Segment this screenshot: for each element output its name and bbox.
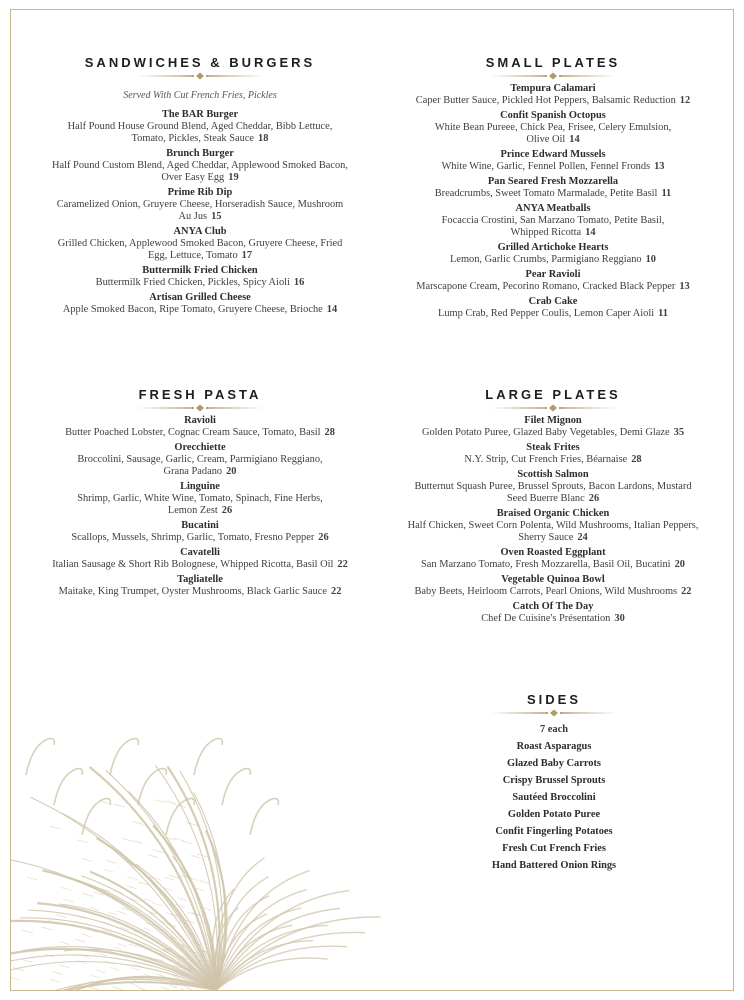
menu-item-price: 19	[228, 172, 239, 183]
menu-item-name: Grilled Artichoke Hearts	[497, 242, 609, 253]
menu-item	[20, 187, 380, 223]
item-list	[372, 415, 734, 625]
menu-item-name: ANYA Meatballs	[515, 203, 591, 214]
menu-item-description	[20, 466, 380, 478]
menu-item	[20, 265, 380, 289]
menu-item-price: 13	[654, 161, 665, 172]
description-text: San Marzano Tomato, Fresh Mozzarella, Basil Oil, Bucatini	[421, 559, 671, 570]
menu-item-price: 20	[226, 466, 237, 477]
menu-item	[372, 110, 734, 146]
menu-item-price: 17	[241, 250, 253, 261]
menu-item-description	[372, 613, 734, 625]
menu-item-description	[20, 505, 380, 517]
menu-item-description	[20, 532, 380, 544]
menu-item	[20, 481, 380, 517]
description-text: White Bean Pureee, Chick Pea, Frisee, Celery Emulsion,	[434, 122, 672, 133]
menu-item-description	[372, 493, 734, 505]
menu-item-name: Orecchiette	[174, 442, 226, 453]
menu-item-name: Linguine	[180, 481, 220, 492]
menu-item-description	[372, 254, 734, 266]
menu-item-name: Confit Spanish Octopus	[500, 110, 606, 121]
menu-item-description	[372, 281, 734, 293]
side-item: Roast Asparagus	[516, 741, 592, 752]
menu-item-name: Prince Edward Mussels	[500, 149, 606, 160]
description-text: Breadcrumbs, Sweet Tomato Marmalade, Petite Basil	[434, 188, 658, 199]
menu-item-price: 13	[679, 281, 690, 292]
menu-item-price: 16	[293, 277, 305, 288]
menu-item-name: Ravioli	[184, 415, 216, 426]
menu-item-description	[20, 493, 380, 505]
menu-item	[372, 601, 734, 625]
menu-item-price: 30	[614, 613, 625, 624]
menu-item-name: Pear Ravioli	[525, 269, 581, 280]
item-list	[372, 83, 734, 320]
description-text: Seed Buerre Blanc	[506, 493, 585, 504]
description-text: Over Easy Egg	[161, 172, 225, 183]
description-text: Caper Butter Sauce, Pickled Hot Peppers, Balsamic Reduction	[415, 95, 676, 106]
side-item: Confit Fingerling Potatoes	[495, 826, 613, 837]
menu-item-price: 14	[585, 227, 596, 238]
menu-item-description	[372, 481, 734, 493]
menu-item-name: Catch Of The Day	[512, 601, 594, 612]
menu-item-price: 24	[577, 532, 588, 543]
menu-item-name: Pan Seared Fresh Mozzarella	[487, 176, 619, 187]
description-text: Half Chicken, Sweet Corn Polenta, Wild Mushrooms, Italian Peppers,	[407, 520, 699, 531]
description-text: Butternut Squash Puree, Brussel Sprouts, Bacon Lardons, Mustard	[414, 481, 692, 492]
side-item: Hand Battered Onion Rings	[491, 860, 617, 871]
menu-item-price: 22	[331, 586, 342, 597]
description-text: Baby Beets, Heirloom Carrots, Pearl Onions, Wild Mushrooms	[414, 586, 678, 597]
menu-item-description	[20, 172, 380, 184]
side-item: Crispy Brussel Sprouts	[502, 775, 606, 786]
menu-item-name: Prime Rib Dip	[167, 187, 233, 198]
menu-item-description	[372, 188, 734, 200]
description-text: Buttermilk Fried Chicken, Pickles, Spicy Aioli	[95, 277, 290, 288]
gold-ornament-divider-icon	[135, 72, 265, 80]
menu-item-name: Tempura Calamari	[510, 83, 596, 94]
menu-item-name: Artisan Grilled Cheese	[149, 292, 251, 303]
menu-item-price: 10	[645, 254, 656, 265]
description-text: White Wine, Garlic, Fennel Pollen, Fennel Fronds	[441, 161, 651, 172]
description-text: Scallops, Mussels, Shrimp, Garlic, Tomato, Fresno Pepper	[71, 532, 315, 543]
menu-item-description	[372, 134, 734, 146]
menu-item-description	[20, 454, 380, 466]
menu-item-name: Oven Roasted Eggplant	[500, 547, 606, 558]
menu-item-name: The BAR Burger	[161, 109, 239, 120]
menu-item-price: 26	[318, 532, 329, 543]
menu-item	[372, 415, 734, 439]
menu-item-name: Brunch Burger	[166, 148, 234, 159]
description-text: Lump Crab, Red Pepper Coulis, Lemon Caper Aioli	[438, 308, 655, 319]
menu-item-description	[372, 520, 734, 532]
menu-item-price: 26	[588, 493, 600, 504]
menu-item-price: 18	[258, 133, 269, 144]
menu-item-price: 20	[674, 559, 685, 570]
section-sides	[434, 692, 674, 874]
item-list	[20, 415, 380, 598]
menu-item-price: 28	[324, 427, 335, 438]
side-item: Fresh Cut French Fries	[502, 843, 606, 854]
menu-item	[20, 148, 380, 184]
menu-item-name: Cavatelli	[180, 547, 220, 558]
menu-item-price: 14	[569, 134, 580, 145]
menu-item-description	[20, 121, 380, 133]
menu-item-name: Crab Cake	[528, 296, 578, 307]
section-title: SMALL PLATES	[485, 55, 621, 70]
menu-item-description	[20, 427, 380, 439]
section-subtitle: Served With Cut French Fries, Pickles	[123, 90, 277, 101]
menu-item-description	[20, 586, 380, 598]
side-item: Glazed Baby Carrots	[507, 758, 601, 769]
gold-ornament-divider-icon	[488, 72, 618, 80]
menu-item	[20, 415, 380, 439]
menu-item	[372, 203, 734, 239]
menu-item-price: 11	[661, 188, 672, 199]
menu-item	[372, 508, 734, 544]
section-large-plates	[372, 387, 734, 625]
menu-item-name: Braised Organic Chicken	[496, 508, 610, 519]
menu-item-description	[372, 122, 734, 134]
menu-item-description	[20, 559, 380, 571]
menu-item-price: 22	[337, 559, 348, 570]
section-title: SANDWICHES & BURGERS	[84, 55, 316, 70]
menu-item-description	[372, 586, 734, 598]
menu-item-name: Steak Frites	[526, 442, 580, 453]
menu-item-price: 15	[211, 211, 222, 222]
description-text: Lemon, Garlic Crumbs, Parmigiano Reggiano	[449, 254, 642, 265]
menu-item	[20, 292, 380, 316]
description-text: Italian Sausage & Short Rib Bolognese, Whipped Ricotta, Basil Oil	[52, 559, 334, 570]
menu-item-description	[20, 199, 380, 211]
menu-item	[20, 520, 380, 544]
menu-item-description	[372, 215, 734, 227]
menu-item-price: 12	[679, 95, 691, 106]
description-text: Broccolini, Sausage, Garlic, Cream, Parmigiano Reggiano,	[77, 454, 323, 465]
description-text: Apple Smoked Bacon, Ripe Tomato, Gruyere Cheese, Brioche	[62, 304, 323, 315]
description-text: Sherry Sauce	[518, 532, 574, 543]
description-text: Marscapone Cream, Pecorino Romano, Cracked Black Pepper	[416, 281, 676, 292]
menu-item-description	[372, 161, 734, 173]
menu-item-description	[372, 308, 734, 320]
menu-item-description	[372, 532, 734, 544]
gold-ornament-divider-icon	[488, 404, 618, 412]
menu-item-price: 11	[658, 308, 668, 319]
menu-item	[20, 442, 380, 478]
menu-item	[372, 242, 734, 266]
section-title: FRESH PASTA	[138, 387, 262, 402]
menu-item	[372, 269, 734, 293]
description-text: Half Pound House Ground Blend, Aged Cheddar, Bibb Lettuce,	[67, 121, 333, 132]
menu-item-description	[372, 227, 734, 239]
section-small-plates	[372, 55, 734, 320]
section-title: LARGE PLATES	[485, 387, 621, 402]
menu-item	[20, 574, 380, 598]
menu-item	[372, 149, 734, 173]
menu-item-name: Vegetable Quinoa Bowl	[501, 574, 605, 585]
menu-item-description	[372, 95, 734, 107]
side-item: Golden Potato Puree	[507, 809, 601, 820]
description-text: Shrimp, Garlic, White Wine, Tomato, Spinach, Fine Herbs,	[77, 493, 323, 504]
menu-item-description	[20, 133, 380, 145]
description-text: Focaccia Crostini, San Marzano Tomato, Petite Basil,	[441, 215, 665, 226]
menu-item-description	[20, 160, 380, 172]
section-sandwiches-burgers	[20, 55, 380, 316]
menu-item-name: ANYA Club	[173, 226, 227, 237]
menu-item-description	[20, 238, 380, 250]
menu-item-description	[20, 211, 380, 223]
description-text: Lemon Zest	[167, 505, 218, 516]
menu-item-name: Tagliatelle	[177, 574, 223, 585]
description-text: Golden Potato Puree, Glazed Baby Vegetables, Demi Glaze	[421, 427, 670, 438]
menu-item-name: Scottish Salmon	[517, 469, 589, 480]
menu-item-description	[20, 250, 380, 262]
menu-item-price: 26	[221, 505, 233, 516]
side-item: Sautéed Broccolini	[512, 792, 596, 803]
description-text: Egg, Lettuce, Tomato	[147, 250, 238, 261]
gold-ornament-divider-icon	[135, 404, 265, 412]
menu-item	[20, 226, 380, 262]
menu-item-price: 14	[326, 304, 338, 315]
menu-item	[372, 176, 734, 200]
section-title: SIDES	[526, 692, 581, 707]
menu-item-name: Filet Mignon	[524, 415, 582, 426]
description-text: Caramelized Onion, Gruyere Cheese, Horseradish Sauce, Mushroom	[56, 199, 344, 210]
menu-item	[372, 469, 734, 505]
menu-item	[20, 109, 380, 145]
gold-ornament-divider-icon	[489, 709, 619, 717]
menu-item-price: 22	[681, 586, 692, 597]
sides-price-note: 7 each	[540, 724, 568, 735]
menu-item	[20, 547, 380, 571]
menu-item-name: Buttermilk Fried Chicken	[142, 265, 258, 276]
menu-item	[372, 83, 734, 107]
description-text: Grana Padano	[163, 466, 223, 477]
menu-item	[372, 574, 734, 598]
description-text: Grilled Chicken, Applewood Smoked Bacon, Gruyere Cheese, Fried	[57, 238, 343, 249]
section-fresh-pasta	[20, 387, 380, 598]
menu-item-name: Bucatini	[181, 520, 219, 531]
menu-item-description	[20, 277, 380, 289]
description-text: Whipped Ricotta	[510, 227, 582, 238]
menu-item-description	[20, 304, 380, 316]
menu-item-description	[372, 559, 734, 571]
description-text: Chef De Cuisine's Présentation	[481, 613, 611, 624]
menu-item-price: 28	[631, 454, 642, 465]
menu-item-description	[372, 454, 734, 466]
description-text: Maitake, King Trumpet, Oyster Mushrooms, Black Garlic Sauce	[58, 586, 327, 597]
description-text: Half Pound Custom Blend, Aged Cheddar, Applewood Smoked Bacon,	[52, 160, 348, 171]
menu-item	[372, 442, 734, 466]
menu-item-description	[372, 427, 734, 439]
description-text: Olive Oil	[526, 134, 566, 145]
sides-list	[434, 738, 674, 874]
menu-item	[372, 296, 734, 320]
menu-item-price: 35	[673, 427, 685, 438]
item-list	[20, 109, 380, 316]
feather-plume-icon	[11, 715, 411, 990]
description-text: Butter Poached Lobster, Cognac Cream Sauce, Tomato, Basil	[65, 427, 321, 438]
description-text: Tomato, Pickles, Steak Sauce	[131, 133, 255, 144]
description-text: Au Jus	[178, 211, 208, 222]
menu-item	[372, 547, 734, 571]
description-text: N.Y. Strip, Cut French Fries, Béarnaise	[464, 454, 628, 465]
